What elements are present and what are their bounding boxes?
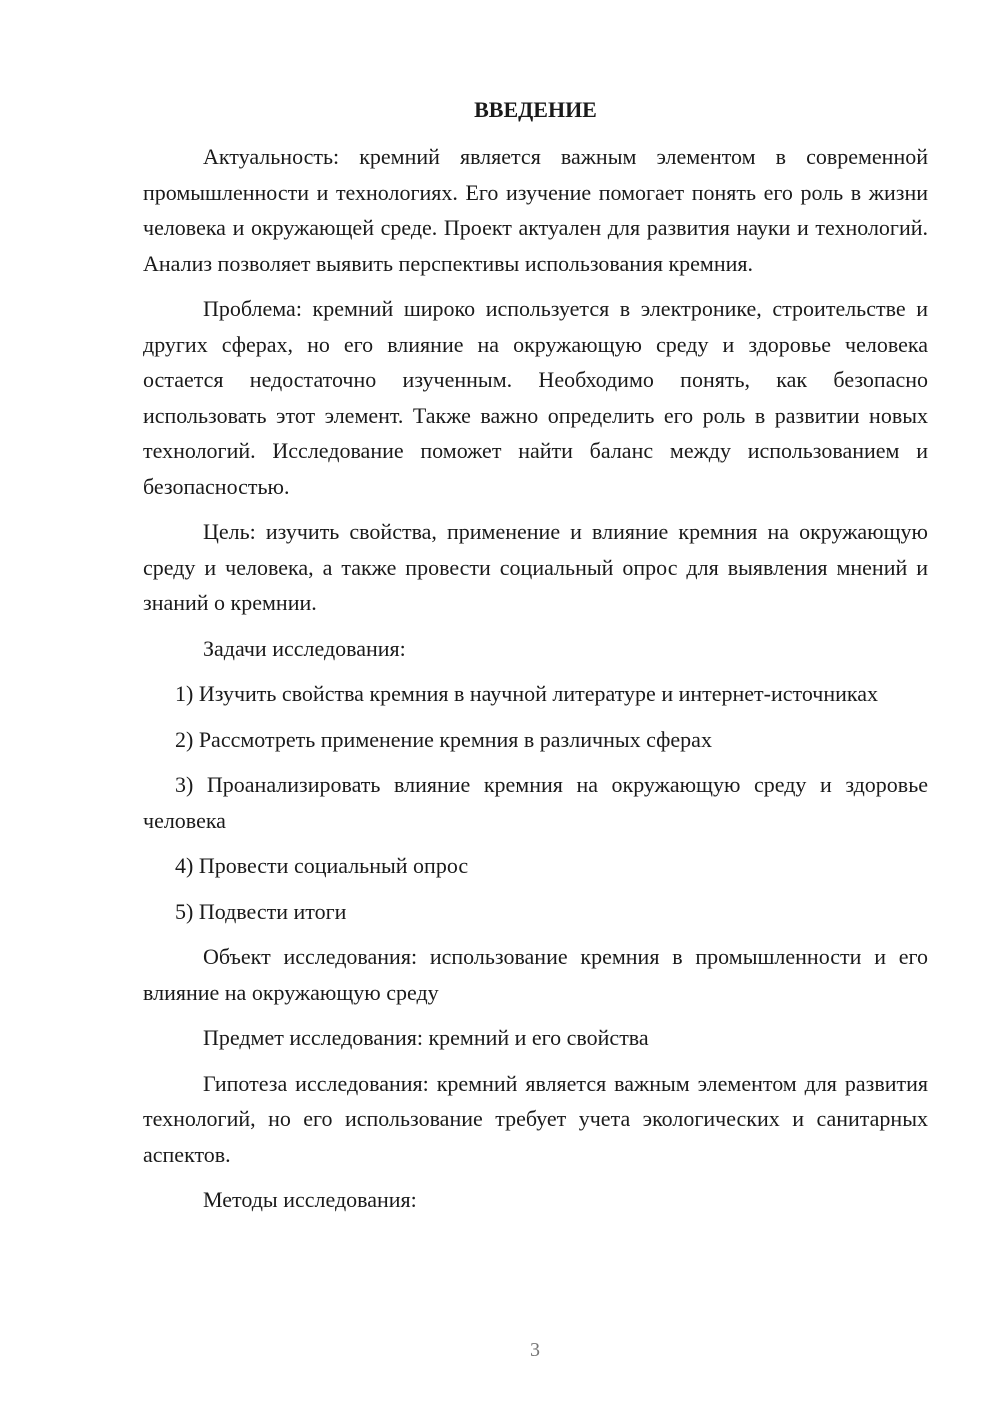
task-item-2: 2) Рассмотреть применение кремния в различных сферах: [175, 726, 712, 752]
task-item-3: 3) Проанализировать влияние кремния на окружающую среду и здоровье человека: [143, 772, 928, 833]
problem-paragraph: Проблема: кремний широко используется в электронике, строительстве и других сферах, но его влияние на окружающую среду и здоровье человека остается недостаточно изученным. Необходимо понять, как безопасно использовать этот элемент. Также важно определить его роль в развитии новых технологий. Исследование поможет найти баланс между использованием и безопасностью.: [143, 296, 928, 499]
page-content: [143, 92, 928, 1228]
methods-heading: Методы исследования:: [203, 1187, 417, 1212]
task-item-4: 4) Провести социальный опрос: [175, 853, 469, 878]
subject-paragraph: Предмет исследования: кремний и его свойства: [203, 1025, 649, 1050]
hypothesis-paragraph: Гипотеза исследования: кремний является важным элементом для развития технологий, но его использование требует учета экологических и санитарных аспектов.: [143, 1070, 928, 1167]
relevance-paragraph: Актуальность: кремний является важным элементом в современной промышленности и технологиях. Его изучение помогает понять его роль в жизни человека и окружающей среде. Проект актуален для развития науки и технологий. Анализ позволяет выявить перспективы использования кремния.: [143, 144, 928, 276]
task-item-5: 5) Подвести итоги: [175, 898, 347, 924]
section-title: ВВЕДЕНИЕ: [474, 97, 597, 122]
task-item-1: 1) Изучить свойства кремния в научной литературе и интернет-источниках: [175, 681, 879, 706]
goal-paragraph: Цель: изучить свойства, применение и влияние кремния на окружающую среду и человека, а также провести социальный опрос для выявления мнений и знаний о кремнии.: [143, 519, 928, 615]
object-paragraph: Объект исследования: использование кремния в промышленности и его влияние на окружающую среду: [143, 944, 928, 1005]
page-number: 3: [530, 1339, 540, 1361]
tasks-heading: Задачи исследования:: [203, 635, 406, 661]
